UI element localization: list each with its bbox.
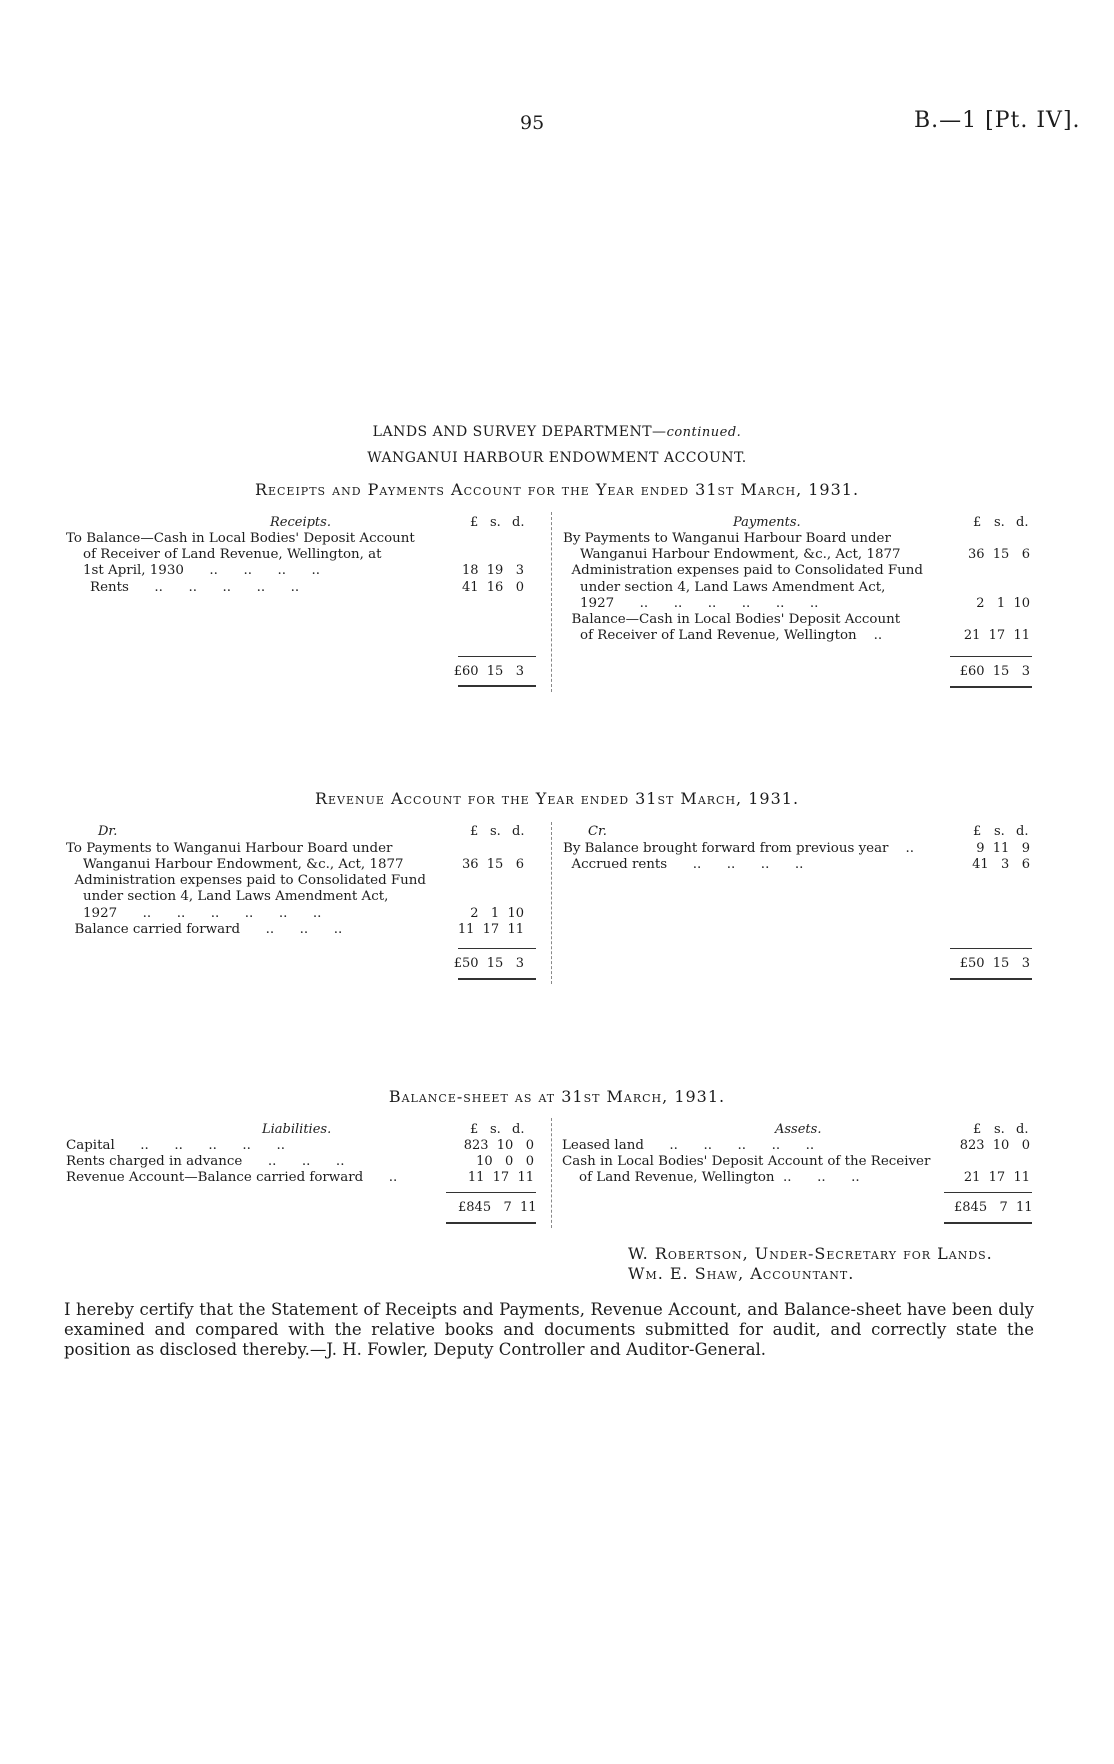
receipt-amount: 41 16 0 bbox=[461, 580, 524, 595]
payment-line: By Payments to Wanganui Harbour Board under bbox=[563, 531, 891, 546]
unit-pence: d. bbox=[512, 824, 525, 839]
liability-amount: 823 10 0 bbox=[463, 1138, 534, 1153]
payment-amount: 21 17 11 bbox=[963, 628, 1030, 643]
department-title bbox=[0, 424, 1114, 440]
receipt-line: of Receiver of Land Revenue, Wellington, at bbox=[66, 547, 382, 562]
debit-line: To Payments to Wanganui Harbour Board under bbox=[66, 841, 393, 856]
unit-pence: d. bbox=[1016, 824, 1029, 839]
payment-amount: 2 1 10 bbox=[976, 596, 1030, 611]
credit-line: By Balance brought forward from previous year .. bbox=[563, 841, 914, 856]
debit-line: under section 4, Land Laws Amendment Act, bbox=[66, 889, 389, 904]
unit-pounds: £ bbox=[470, 515, 479, 530]
assets-total: £845 7 11 bbox=[954, 1200, 1033, 1215]
payments-total: £60 15 3 bbox=[959, 664, 1030, 679]
liability-line: Rents charged in advance .. .. .. bbox=[66, 1154, 345, 1169]
credit-total: £50 15 3 bbox=[959, 956, 1030, 971]
asset-amount: 823 10 0 bbox=[959, 1138, 1030, 1153]
account-title: WANGANUI HARBOUR ENDOWMENT ACCOUNT. bbox=[367, 450, 747, 466]
credit-amount: 9 11 9 bbox=[976, 841, 1030, 856]
unit-pence: d. bbox=[512, 515, 525, 530]
asset-line: Leased land .. .. .. .. .. bbox=[562, 1138, 815, 1153]
unit-pounds: £ bbox=[973, 515, 982, 530]
unit-shillings: s. bbox=[994, 515, 1005, 530]
department-suffix: continued. bbox=[666, 425, 742, 440]
assets-column-head: Assets. bbox=[775, 1122, 822, 1137]
receipt-line: Rents .. .. .. .. .. bbox=[90, 580, 300, 595]
payment-line: of Receiver of Land Revenue, Wellington .. bbox=[563, 628, 883, 643]
department-name: LANDS AND SURVEY DEPARTMENT— bbox=[372, 424, 667, 440]
debit-total: £50 15 3 bbox=[453, 956, 524, 971]
signature-accountant: Wm. E. Shaw, Accountant. bbox=[628, 1264, 855, 1283]
receipts-payments-heading: Receipts and Payments Account for the Year ended 31st March, 1931. bbox=[254, 480, 860, 499]
unit-pence: d. bbox=[1016, 1122, 1029, 1137]
unit-pounds: £ bbox=[470, 1122, 479, 1137]
audit-certification: I hereby certify that the Statement of Receipts and Payments, Revenue Account, and Balance-sheet have been duly examined and compared with the relative books and documents submitted for audit, and correctly state the position as disclosed thereby.—J. H. Fowler, Deputy Controller and Auditor-General. bbox=[64, 1300, 1034, 1359]
unit-shillings: s. bbox=[490, 824, 501, 839]
asset-line: Cash in Local Bodies' Deposit Account of the Receiver bbox=[562, 1154, 931, 1169]
credit-line: Accrued rents .. .. .. .. bbox=[563, 857, 804, 872]
payment-line: Wanganui Harbour Endowment, &c., Act, 1877 bbox=[563, 547, 901, 562]
page-number: 95 bbox=[520, 112, 545, 134]
payment-line: under section 4, Land Laws Amendment Act, bbox=[563, 580, 886, 595]
asset-line: of Land Revenue, Wellington .. .. .. bbox=[562, 1170, 860, 1185]
unit-shillings: s. bbox=[994, 824, 1005, 839]
debit-line: Wanganui Harbour Endowment, &c., Act, 1877 bbox=[66, 857, 404, 872]
liability-amount: 11 17 11 bbox=[467, 1170, 534, 1185]
debit-amount: 11 17 11 bbox=[457, 922, 524, 937]
credit-amount: 41 3 6 bbox=[972, 857, 1030, 872]
debit-line: 1927 .. .. .. .. .. .. bbox=[66, 906, 322, 921]
payment-line: Administration expenses paid to Consolidated Fund bbox=[563, 563, 924, 578]
revenue-heading: Revenue Account for the Year ended 31st March, 1931. bbox=[314, 789, 800, 808]
liabilities-total: £845 7 11 bbox=[458, 1200, 537, 1215]
asset-amount: 21 17 11 bbox=[963, 1170, 1030, 1185]
unit-pounds: £ bbox=[470, 824, 479, 839]
receipt-line: To Balance—Cash in Local Bodies' Deposit Account bbox=[66, 531, 415, 546]
page-reference: B.—1 [Pt. IV]. bbox=[914, 108, 1081, 133]
unit-pence: d. bbox=[1016, 515, 1029, 530]
signature-under-secretary: W. Robertson, Under-Secretary for Lands. bbox=[628, 1244, 993, 1263]
debit-amount: 36 15 6 bbox=[461, 857, 524, 872]
liability-line: Revenue Account—Balance carried forward .. bbox=[66, 1170, 398, 1185]
receipt-line: 1st April, 1930 .. .. .. .. bbox=[66, 563, 321, 578]
payment-line: Balance—Cash in Local Bodies' Deposit Account bbox=[563, 612, 901, 627]
balance-sheet-heading: Balance-sheet as at 31st March, 1931. bbox=[388, 1087, 726, 1106]
unit-shillings: s. bbox=[994, 1122, 1005, 1137]
liabilities-column-head: Liabilities. bbox=[262, 1122, 332, 1137]
unit-pounds: £ bbox=[973, 1122, 982, 1137]
unit-shillings: s. bbox=[490, 1122, 501, 1137]
credit-column-head: Cr. bbox=[588, 824, 607, 839]
unit-pence: d. bbox=[512, 1122, 525, 1137]
debit-column-head: Dr. bbox=[98, 824, 118, 839]
liability-line: Capital .. .. .. .. .. bbox=[66, 1138, 285, 1153]
receipts-column-head: Receipts. bbox=[270, 515, 331, 530]
unit-pounds: £ bbox=[973, 824, 982, 839]
debit-amount: 2 1 10 bbox=[470, 906, 524, 921]
debit-line: Administration expenses paid to Consolidated Fund bbox=[66, 873, 427, 888]
debit-line: Balance carried forward .. .. .. bbox=[66, 922, 343, 937]
unit-shillings: s. bbox=[490, 515, 501, 530]
receipts-total: £60 15 3 bbox=[453, 664, 524, 679]
receipt-amount: 18 19 3 bbox=[461, 563, 524, 578]
liability-amount: 10 0 0 bbox=[476, 1154, 534, 1169]
revenue-table bbox=[0, 576, 1114, 1072]
payments-column-head: Payments. bbox=[733, 515, 801, 530]
payment-line: 1927 .. .. .. .. .. .. bbox=[563, 596, 819, 611]
payment-amount: 36 15 6 bbox=[967, 547, 1030, 562]
